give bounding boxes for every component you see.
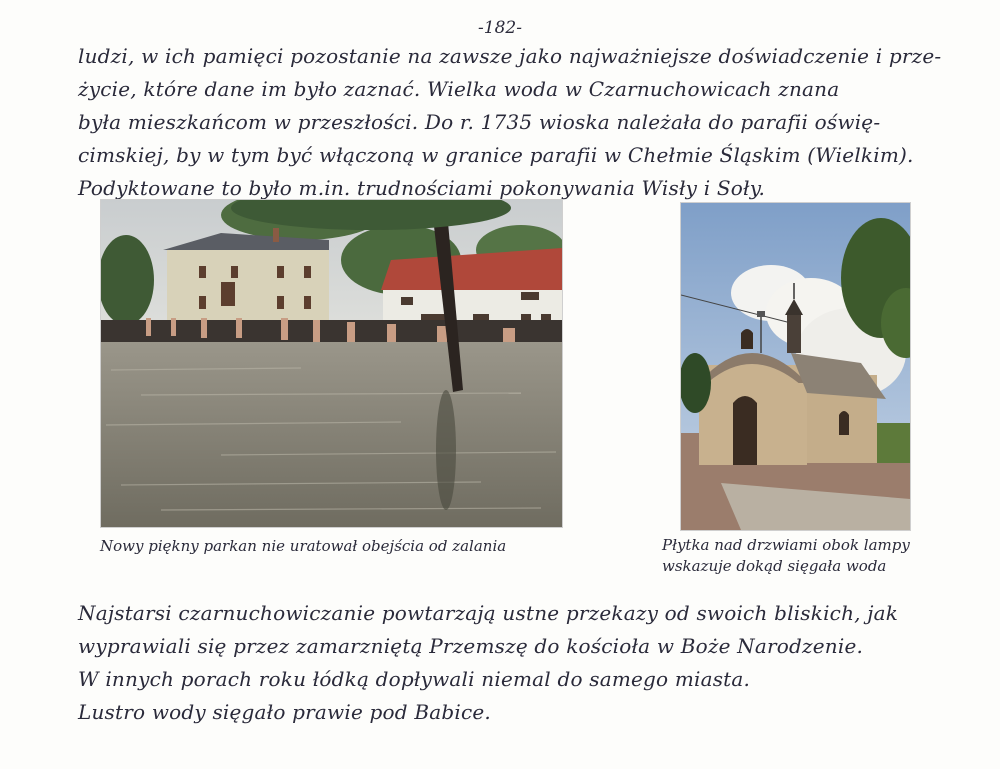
page-number: -182- — [478, 18, 522, 38]
text-line: Najstarsi czarnuchowiczanie powtarzają ustne przekazy od swoich bliskich, jak — [78, 601, 899, 625]
text-line: wyprawiali się przez zamarzniętą Przemszę do kościoła w Boże Narodzenie. — [78, 634, 864, 658]
caption-line: Płytka nad drzwiami obok lampy — [662, 536, 910, 554]
handwritten-text-top — [78, 40, 958, 205]
flood-photo-caption: Nowy piękny parkan nie uratował obejścia od zalania — [100, 537, 507, 555]
text-line: W innych porach roku łódką dopływali niemal do samego miasta. — [78, 667, 751, 691]
text-line: Podyktowane to było m.in. trudnościami pokonywania Wisły i Soły. — [78, 176, 766, 200]
caption-line: wskazuje dokąd sięgała woda — [662, 557, 887, 575]
handwritten-text-bottom — [78, 597, 958, 729]
text-line: życie, które dane im było zaznać. Wielka woda w Czarnuchowicach znana — [78, 77, 840, 101]
flood-photo — [101, 200, 562, 527]
text-line: cimskiej, by w tym być włączoną w granice parafii w Chełmie Śląskim (Wielkim). — [78, 143, 914, 167]
text-line: Lustro wody sięgało prawie pod Babice. — [78, 700, 491, 724]
text-line: była mieszkańcom w przeszłości. Do r. 1735 wioska należała do parafii oświę- — [78, 110, 881, 134]
chapel-photo-caption — [662, 535, 962, 577]
chapel-photo — [681, 203, 910, 530]
text-line: ludzi, w ich pamięci pozostanie na zawsze jako najważniejsze doświadczenie i prze- — [78, 44, 942, 68]
